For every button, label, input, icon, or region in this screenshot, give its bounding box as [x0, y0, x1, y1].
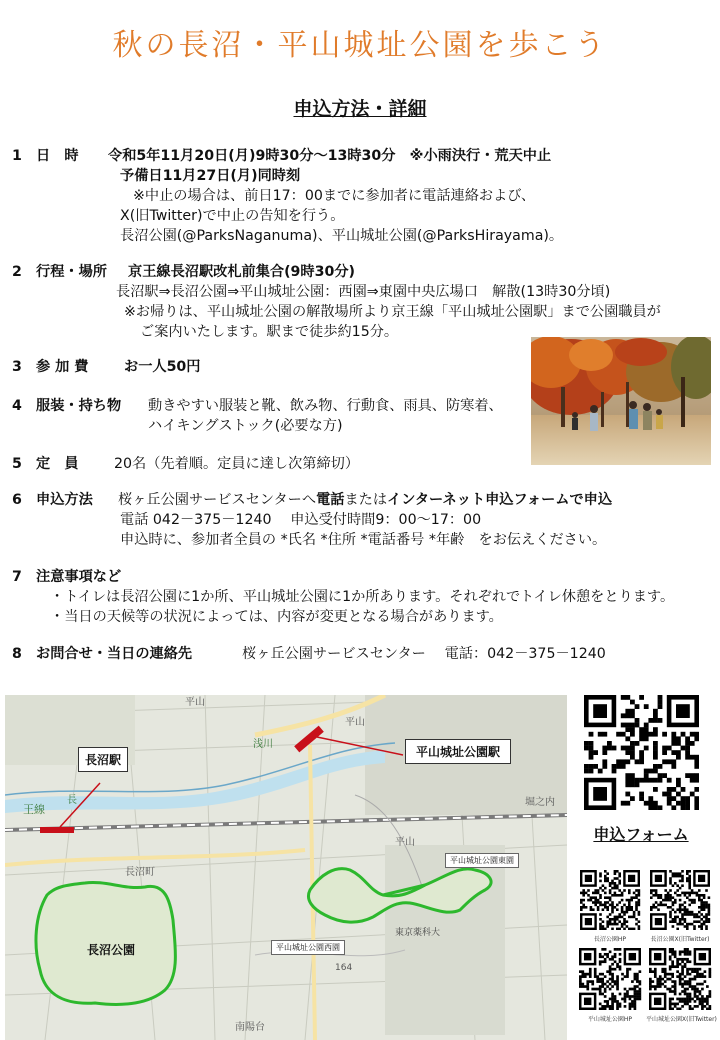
hirayama-west-label: 平山城址公園西園 — [271, 940, 345, 955]
route-line-1: 長沼駅⇒長沼公園⇒平山城址公園：西園⇒東園中央広場口 解散(13時30分頃) — [116, 284, 611, 300]
hirayama-hp-qr-label: 平山城址公園HP — [587, 1016, 633, 1023]
fee-value: お一人50円 — [124, 359, 201, 375]
svg-text:長沼町: 長沼町 — [125, 867, 155, 878]
naganuma-hp-qr-label: 長沼公園HP — [593, 936, 627, 943]
apply-phone: 電話 042－375－1240 申込受付時間9：00～17：00 — [120, 512, 482, 528]
section-items: 4 服装・持ち物 動きやすい服装と靴、飲み物、行動食、雨具、防寒着、 — [12, 398, 503, 414]
application-form-label[interactable]: 申込フォーム — [593, 825, 689, 844]
svg-text:浅川: 浅川 — [253, 739, 273, 750]
datetime-note-2: X(旧Twitter)で中止の告知を行う。 — [120, 208, 345, 224]
hirayama-twitter-qr-label: 平山城址公園X(旧Twitter) — [646, 1016, 717, 1023]
hirayama-hp-qr[interactable] — [578, 948, 642, 1023]
route-map — [5, 695, 567, 1040]
datetime-backup: 予備日11月27日(月)同時刻 — [120, 168, 301, 184]
naganuma-hp-qr[interactable] — [578, 870, 642, 943]
route-line-3: ご案内いたします。駅まで徒歩約15分。 — [140, 324, 399, 340]
section-route: 2 行程・場所 京王線長沼駅改札前集合(9時30分) — [12, 264, 356, 280]
section-apply: 6 申込方法 桜ヶ丘公園サービスセンターへ電話またはインターネット申込フォームで申込 — [12, 492, 613, 508]
naganuma-station-marker — [40, 827, 74, 833]
section-fee: 3 参 加 費 お一人50円 — [12, 359, 201, 375]
contact-value: 桜ヶ丘公園サービスセンター 電話：042－375－1240 — [242, 646, 606, 662]
section-contact: 8 お問合せ・当日の連絡先 桜ヶ丘公園サービスセンター 電話：042－375－1240 — [12, 646, 606, 662]
datetime-main: 令和5年11月20日(月)9時30分～13時30分 ※小雨決行・荒天中止 — [108, 148, 552, 164]
page-title: 秋の長沼・平山城址公園を歩こう — [112, 28, 608, 63]
svg-text:堀之内: 堀之内 — [525, 797, 555, 808]
svg-text:東京薬科大: 東京薬科大 — [395, 928, 441, 938]
naganuma-park-label: 長沼公園 — [87, 943, 136, 957]
svg-text:164: 164 — [335, 963, 353, 973]
hirayama-station-label: 平山城址公園駅 — [405, 739, 511, 764]
svg-text:平山: 平山 — [345, 717, 365, 728]
section-datetime: 1 日 時 令和5年11月20日(月)9時30分～13時30分 ※小雨決行・荒天中止 — [12, 148, 552, 164]
svg-text:平山: 平山 — [185, 697, 205, 708]
svg-text:平山: 平山 — [395, 837, 415, 848]
naganuma-twitter-qr-label: 長沼公園X(旧Twitter) — [650, 936, 710, 943]
svg-text:南陽台: 南陽台 — [235, 1022, 265, 1033]
svg-text:長: 長 — [67, 795, 77, 806]
apply-info: 申込時に、参加者全員の *氏名 *住所 *電話番号 *年齢 をお伝えください。 — [120, 532, 607, 548]
application-form-qr-code[interactable] — [584, 695, 699, 810]
autumn-hiking-photo — [531, 337, 711, 465]
note-line-1: ・トイレは長沼公園に1か所、平山城址公園に1か所あります。それぞれでトイレ休憩をとります。 — [50, 589, 675, 605]
datetime-note-1: ※中止の場合は、前日17：00までに参加者に電話連絡および、 — [133, 188, 536, 204]
section-notes: 7 注意事項など — [12, 569, 122, 585]
naganuma-station-label: 長沼駅 — [78, 747, 128, 772]
hirayama-east-label: 平山城址公園東園 — [445, 853, 519, 868]
datetime-note-3: 長沼公園(@ParksNaganuma)、平山城址公園(@ParksHirayama)。 — [120, 228, 564, 244]
note-line-2: ・当日の天候等の状況によっては、内容が変更となる場合があります。 — [50, 609, 503, 625]
hirayama-twitter-qr[interactable] — [646, 948, 717, 1023]
naganuma-twitter-qr[interactable] — [646, 870, 714, 943]
page-subtitle: 申込方法・詳細 — [293, 98, 427, 120]
svg-text:王線: 王線 — [23, 803, 45, 816]
route-line-2: ※お帰りは、平山城址公園の解散場所より京王線「平山城址公園駅」まで公園職員が — [124, 304, 661, 320]
route-main: 京王線長沼駅改札前集合(9時30分) — [128, 264, 356, 280]
items-line-1: 動きやすい服装と靴、飲み物、行動食、雨具、防寒着、 — [148, 398, 503, 414]
items-line-2: ハイキングストック(必要な方) — [148, 418, 343, 434]
capacity-value: 20名（先着順。定員に達し次第締切） — [114, 456, 360, 472]
section-capacity: 5 定 員 20名（先着順。定員に達し次第締切） — [12, 456, 360, 472]
